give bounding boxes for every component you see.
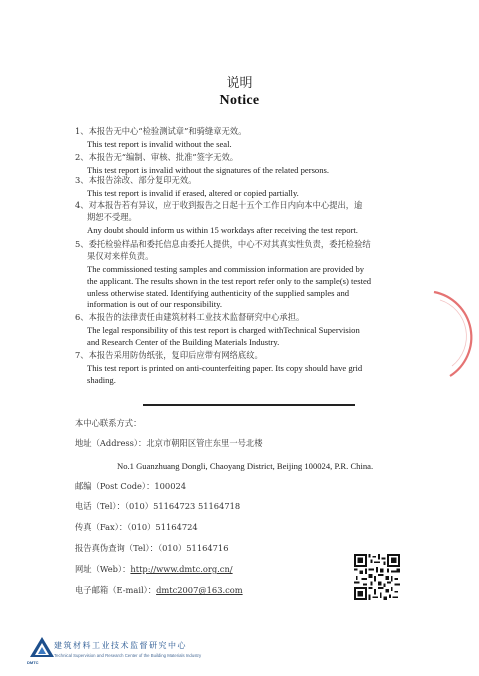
- query-row: [75, 542, 229, 554]
- fax-row: [75, 521, 198, 533]
- notice-item-7-en-line2: shading.: [87, 375, 116, 385]
- address-en: No.1 Guanzhuang Dongli, Chaoyang District, Beijing 100024, P.R. China.: [117, 461, 374, 471]
- address-cn: 北京市朝阳区管庄东里一号北楼: [146, 438, 263, 448]
- notice-item-2-en: This test report is invalid without the signatures of the related persons.: [87, 165, 330, 175]
- email-link[interactable]: dmtc2007@163.com: [156, 585, 243, 595]
- contact-heading: 本中心联系方式：: [75, 418, 142, 428]
- notice-item-5-en-line2: the applicant. The results shown in the test report refer only to the sample(s) tested: [87, 276, 372, 286]
- notice-item-5-en-line3: unless otherwise stated. Identifying authenticity of the supplied samples and: [87, 288, 350, 298]
- notice-item-4-cn-line1: 4、对本报告若有异议，应于收到报告之日起十五个工作日内向本中心提出，逾: [75, 200, 363, 210]
- address-label: 地址（Address）：: [75, 438, 147, 448]
- tel-value: （010）51164723 51164718: [124, 501, 241, 511]
- notice-item-7-cn: 7、本报告采用防伪纸张，复印后应带有网络底纹。: [75, 350, 263, 360]
- tel-label: 电话（Tel）：: [75, 501, 125, 511]
- notice-item-5-cn-line1: 5、委托检验样品和委托信息由委托人提供，中心不对其真实性负责，委托检验结: [75, 239, 371, 249]
- notice-item-5-en-line1: The commissioned testing samples and commission information are provided by: [87, 264, 365, 274]
- notice-item-1-cn: 1、本报告无中心“检验测试章”和骑缝章无效。: [75, 126, 247, 136]
- notice-item-5-cn-line2: 果仅对来样负责。: [87, 251, 154, 261]
- fax-label: 传真（Fax）：: [75, 522, 128, 532]
- notice-item-3-cn: 3、本报告涂改、部分复印无效。: [75, 175, 197, 185]
- query-value: （010）51164716: [157, 543, 229, 553]
- seal-stamp-icon: [406, 288, 476, 380]
- footer-org-en: Technical Supervision and Research Center of the Building Materials Industry: [54, 653, 202, 658]
- fax-value: （010）51164724: [127, 522, 198, 532]
- postcode-row: [75, 480, 186, 492]
- web-label: 网址（Web）：: [75, 564, 131, 574]
- section-divider: [143, 404, 355, 406]
- title-english: Notice: [219, 93, 260, 108]
- postcode-label: 邮编（Post Code）：: [75, 481, 155, 491]
- email-row: [75, 584, 243, 596]
- notice-item-4-en: Any doubt should inform us within 15 workdays after receiving the test report.: [87, 225, 358, 235]
- notice-item-5-en-line4: information is out of our responsibility.: [87, 299, 223, 309]
- notice-item-6-en-line1: The legal responsibility of this test report is charged withTechnical Supervision: [87, 325, 360, 335]
- qr-code-icon: [354, 554, 400, 600]
- postcode-value: 100024: [154, 481, 187, 491]
- query-label: 报告真伪查询（Tel）：: [75, 543, 158, 553]
- web-link[interactable]: http://www.dmtc.org.cn/: [130, 564, 233, 574]
- footer-org-cn: 建筑材料工业技术监督研究中心: [54, 641, 187, 650]
- footer-logo-text: DMTC: [27, 660, 39, 665]
- notice-item-6-en-line2: and Research Center of the Building Materials Industry.: [87, 337, 280, 347]
- notice-item-4-cn-line2: 期恕不受理。: [87, 212, 137, 222]
- notice-item-2-cn: 2、本报告无“编制、审核、批准”签字无效。: [75, 152, 239, 162]
- title-chinese: 说明: [226, 76, 253, 91]
- web-row: [75, 563, 233, 575]
- notice-item-6-cn: 6、本报告的法律责任由建筑材料工业技术监督研究中心承担。: [75, 312, 305, 322]
- tel-row: [75, 500, 240, 512]
- email-label: 电子邮箱（E-mail）：: [75, 585, 157, 595]
- address-row: [75, 437, 263, 449]
- notice-item-1-en: This test report is invalid without the seal.: [87, 139, 232, 149]
- notice-item-3-en: This test report is invalid if erased, altered or copied partially.: [87, 188, 299, 198]
- notice-item-7-en-line1: This test report is printed on anti-counterfeiting paper. Its copy should have grid: [87, 363, 363, 373]
